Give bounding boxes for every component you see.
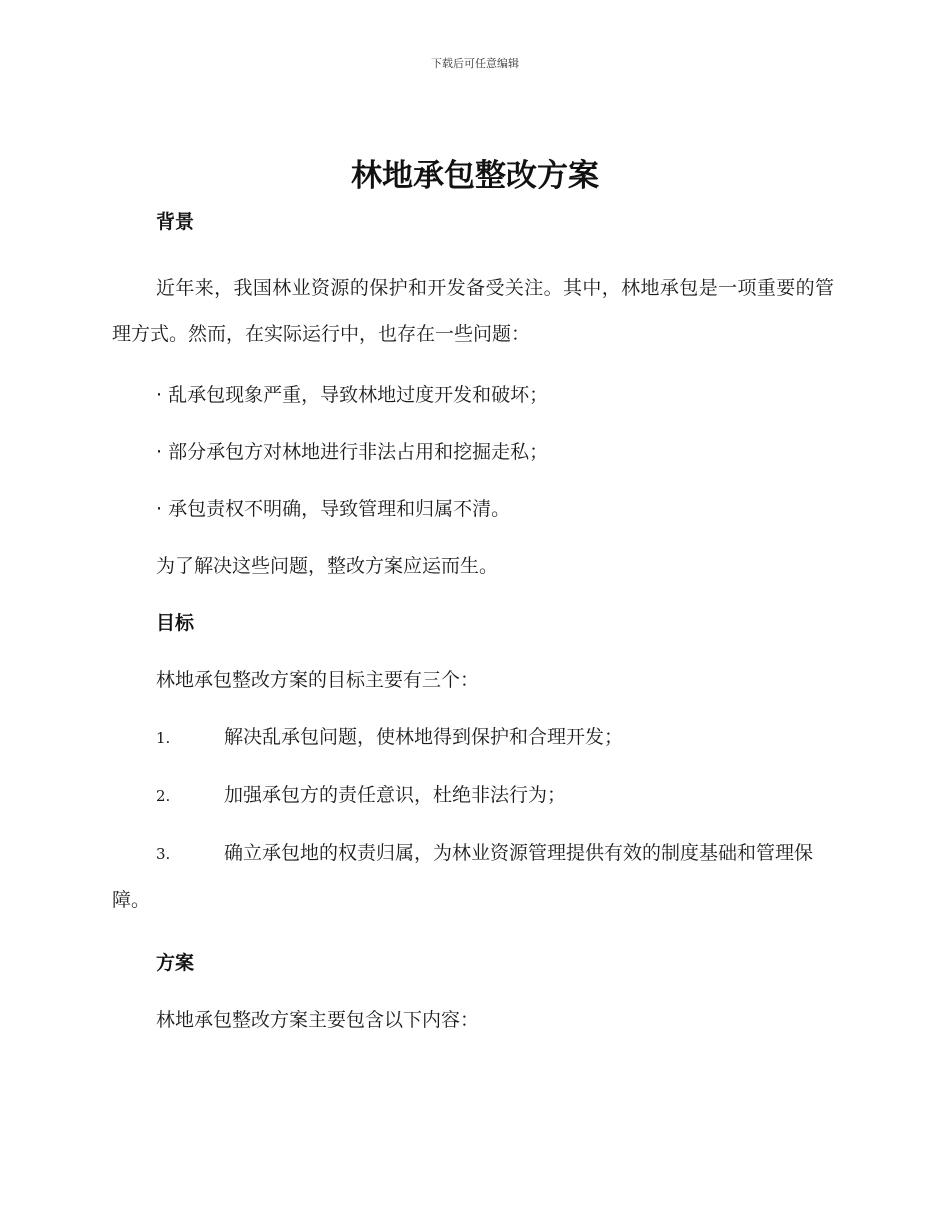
goal-item-1 — [112, 709, 834, 767]
goal-item-number: 3. — [156, 845, 171, 863]
plan-intro: 林地承包整改方案主要包含以下内容： — [156, 1009, 480, 1031]
goal-item-2 — [112, 767, 834, 825]
background-bullet-2: · 部分承包方对林地进行非法占用和挖掘走私； — [156, 441, 549, 463]
section-heading-plan: 方案 — [156, 952, 195, 974]
section-heading-goals: 目标 — [156, 612, 195, 634]
document-title: 林地承包整改方案 — [351, 158, 599, 194]
background-bullet-1: · 乱承包现象严重，导致林地过度开发和破坏； — [156, 384, 549, 406]
goals-intro: 林地承包整改方案的目标主要有三个： — [156, 669, 480, 691]
goal-item-text: 确立承包地的权责归属，为林业资源管理提供有效的制度基础和管理保障。 — [112, 842, 814, 911]
background-conclusion: 为了解决这些问题，整改方案应运而生。 — [156, 555, 499, 577]
goal-item-text: 加强承包方的责任意识，杜绝非法行为； — [224, 784, 567, 806]
section-heading-background: 背景 — [156, 211, 195, 233]
goal-item-text: 解决乱承包问题，使林地得到保护和合理开发； — [224, 726, 624, 748]
background-intro: 近年来，我国林业资源的保护和开发备受关注。其中，林地承包是一项重要的管理方式。然而，在实际运行中，也存在一些问题： — [112, 277, 834, 345]
goal-item-3 — [112, 830, 834, 923]
goal-item-number: 2. — [156, 787, 171, 805]
document-body — [112, 208, 834, 1049]
header-note: 下载后可任意编辑 — [431, 57, 519, 70]
background-bullet-3: · 承包责权不明确，导致管理和归属不清。 — [156, 498, 511, 520]
goal-item-number: 1. — [156, 729, 171, 747]
